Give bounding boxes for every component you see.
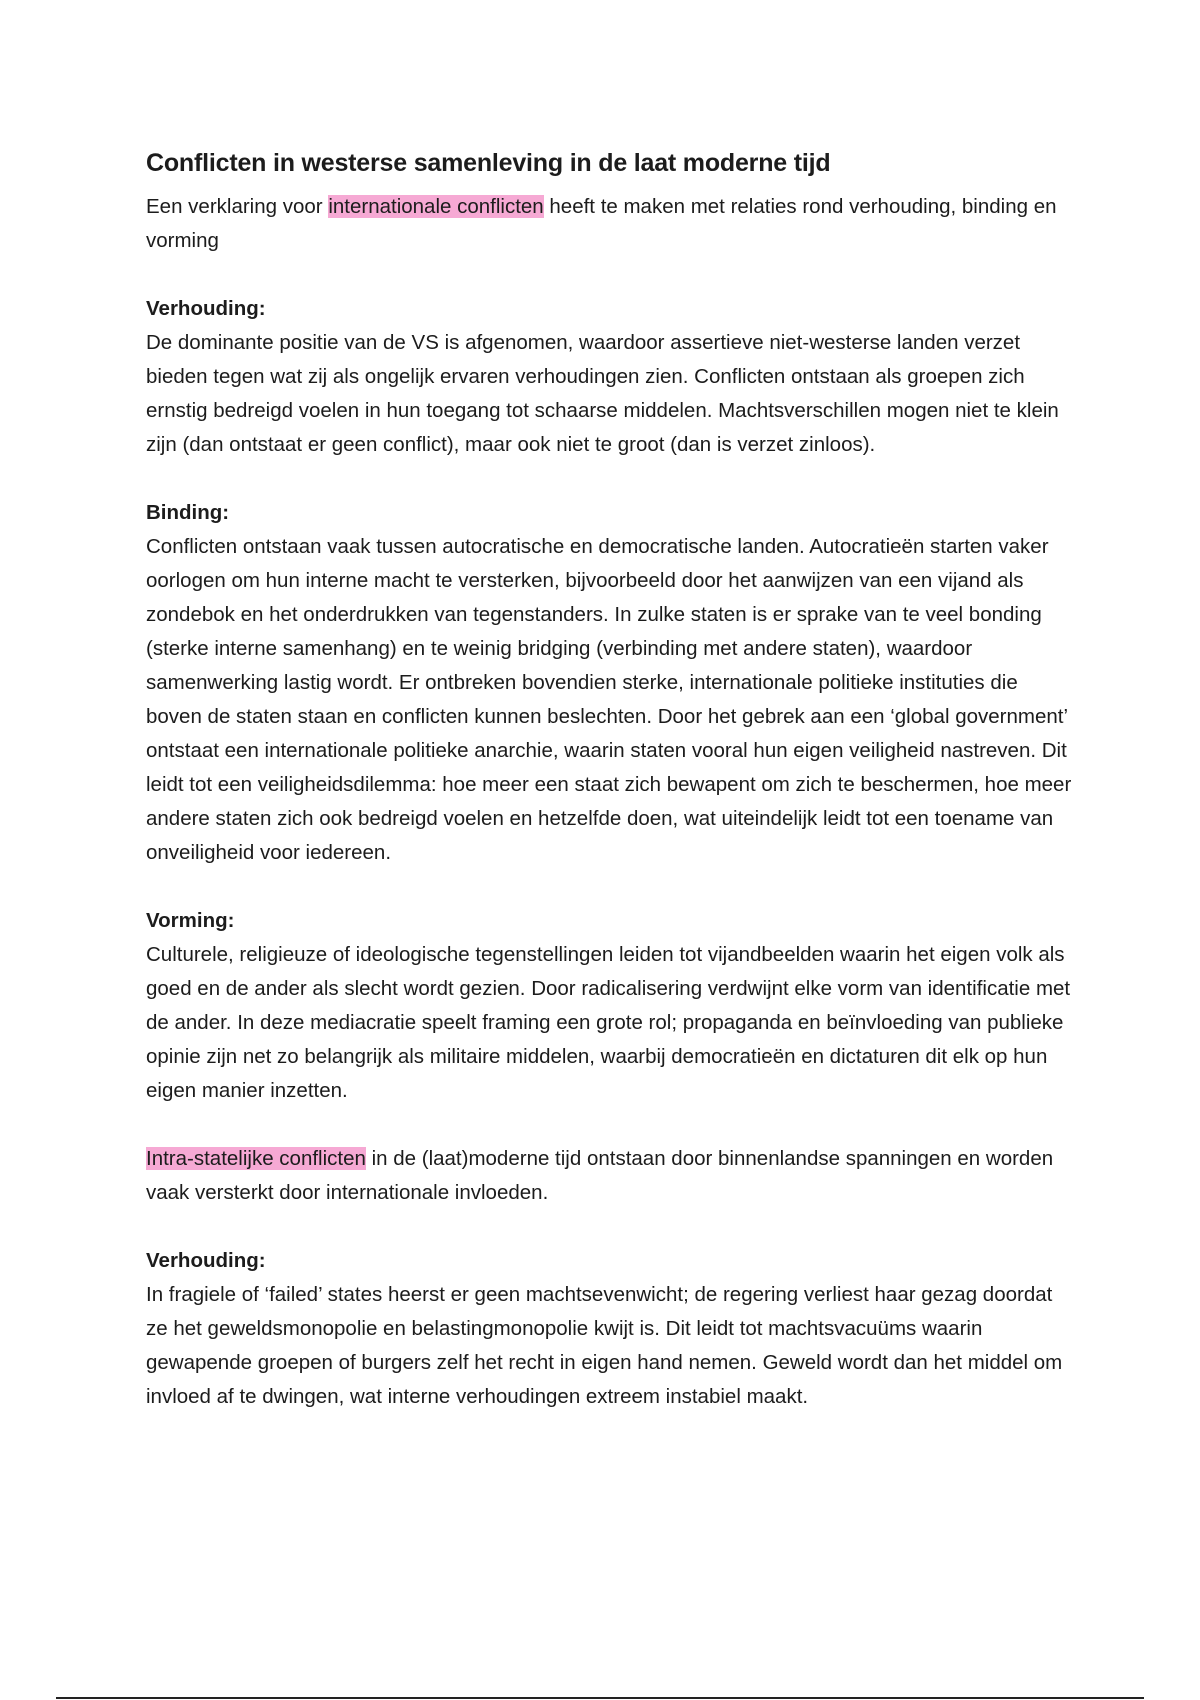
highlight-intra-state-conflicts: Intra-statelijke conflicten bbox=[146, 1147, 366, 1170]
intro-text-after: heeft te maken met relaties rond verhouding, binding en vorming bbox=[146, 195, 1057, 252]
section-text-binding: Conflicten ontstaan vaak tussen autocratische en democratische landen. Autocratieën starten vaker oorlogen om hun interne macht te versterken, bijvoorbeeld door het aanwijzen van een vijand als zondebok en het onderdrukken van tegenstanders. In zulke staten is er sprake van te veel bonding (sterke interne samenhang) en te weinig bridging (verbinding met andere staten), waardoor samenwerking lastig wordt. Er ontbreken bovendien sterke, internationale politieke instituties die boven de staten staan en conflicten kunnen beslechten. Door het gebrek aan een ‘global government’ ontstaat een internationale politieke anarchie, waarin staten vooral hun eigen veiligheid nastreven. Dit leidt tot een veiligheidsdilemma: hoe meer een staat zich bewapent om zich te beschermen, hoe meer andere staten zich ook bedreigd voelen en hetzelfde doen, wat uiteindelijk leidt tot een toename van onveiligheid voor iedereen. bbox=[146, 535, 1072, 864]
section-text-vorming: Culturele, religieuze of ideologische tegenstellingen leiden tot vijandbeelden waarin het eigen volk als goed en de ander als slecht wordt gezien. Door radicalisering verdwijnt elke vorm van identificatie met de ander. In deze mediacratie speelt framing een grote rol; propaganda en beïnvloeding van publieke opinie zijn net zo belangrijk als militaire middelen, waarbij democratieën en dictaturen dit elk op hun eigen manier inzetten. bbox=[146, 943, 1071, 1102]
intra-section-text-verhouding: In fragiele of ‘failed’ states heerst er geen machtsevenwicht; de regering verliest haar gezag doordat ze het geweldsmonopolie en belastingmonopolie kwijt is. Dit leidt tot machtsvacuüms waarin gewapende groepen of burgers zelf het recht in eigen hand nemen. Geweld wordt dan het middel om invloed af te dwingen, wat interne verhoudingen extreem instabiel maakt. bbox=[146, 1283, 1063, 1408]
intro-paragraph bbox=[146, 190, 1076, 258]
document-body bbox=[146, 146, 1076, 1414]
page-bottom-divider bbox=[56, 1697, 1144, 1699]
highlight-international-conflicts: internationale conflicten bbox=[328, 195, 544, 218]
intro-text-before: Een verklaring voor bbox=[146, 195, 329, 218]
section-heading-verhouding: Verhouding: bbox=[146, 297, 266, 320]
section-heading-vorming: Vorming: bbox=[146, 909, 235, 932]
section-heading-binding: Binding: bbox=[146, 501, 230, 524]
document-title: Conflicten in westerse samenleving in de laat moderne tijd bbox=[146, 149, 831, 177]
section-text-verhouding: De dominante positie van de VS is afgenomen, waardoor assertieve niet-westerse landen verzet bieden tegen wat zij als ongelijk ervaren verhoudingen zien. Conflicten ontstaan als groepen zich ernstig bedreigd voelen in hun toegang tot schaarse middelen. Machtsverschillen mogen niet te klein zijn (dan ontstaat er geen conflict), maar ook niet te groot (dan is verzet zinloos). bbox=[146, 331, 1059, 456]
intra-section-heading-verhouding: Verhouding: bbox=[146, 1249, 266, 1272]
intra-text-after: in de (laat)moderne tijd ontstaan door binnenlandse spanningen en worden vaak versterkt door internationale invloeden. bbox=[146, 1147, 1054, 1204]
intra-paragraph bbox=[146, 1142, 1076, 1210]
